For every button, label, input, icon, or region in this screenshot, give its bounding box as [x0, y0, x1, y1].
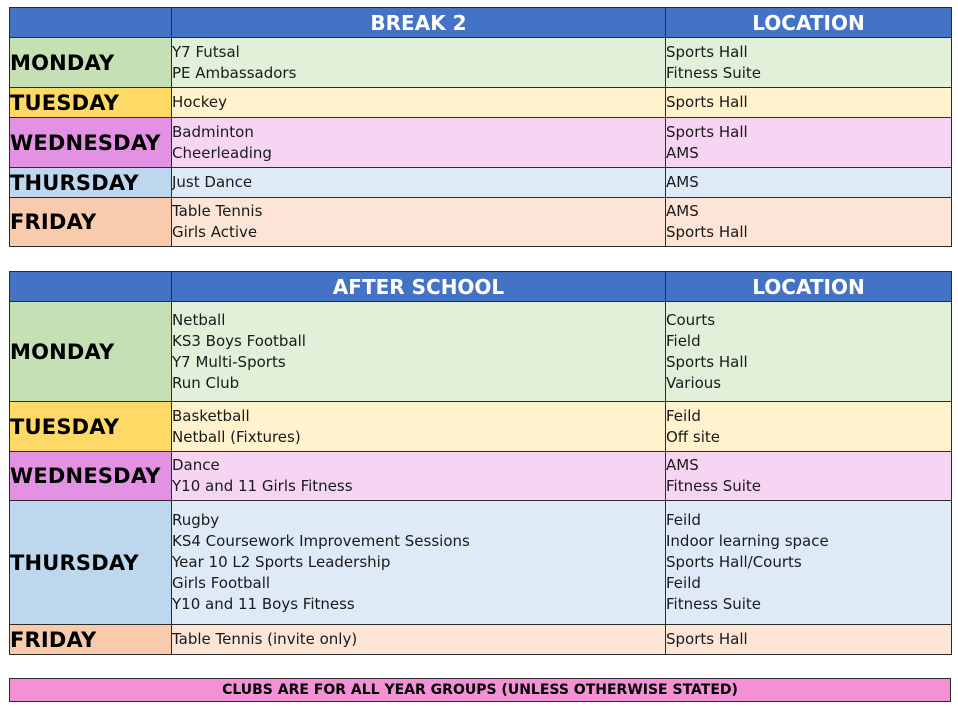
break2-row-tuesday — [10, 88, 952, 118]
activity: Year 10 L2 Sports Leadership — [172, 553, 391, 571]
location: AMS — [666, 202, 699, 220]
day-label: THURSDAY — [10, 501, 172, 625]
break2-row-friday — [10, 198, 952, 247]
day-label: WEDNESDAY — [10, 452, 172, 501]
location: Sports Hall — [666, 42, 748, 61]
day-label: MONDAY — [10, 38, 172, 88]
header-corner — [10, 272, 172, 302]
after-school-row-tuesday — [10, 402, 952, 452]
location-cell — [666, 88, 952, 118]
activity: KS3 Boys Football — [172, 331, 306, 350]
break2-row-monday — [10, 38, 952, 88]
location: Feild — [666, 511, 701, 529]
activity: Y10 and 11 Boys Fitness — [172, 595, 355, 613]
break2-activity-header: BREAK 2 — [172, 8, 666, 38]
day-label: TUESDAY — [10, 88, 172, 118]
activity: Dance — [172, 456, 220, 474]
location: AMS — [666, 173, 699, 191]
day-label: FRIDAY — [10, 625, 172, 655]
activity: Table Tennis — [172, 202, 263, 220]
location: Indoor learning space — [666, 532, 829, 550]
break2-row-thursday — [10, 168, 952, 198]
activity-cell — [172, 168, 666, 198]
location: Sports Hall — [666, 93, 748, 111]
location: AMS — [666, 143, 699, 162]
activity: Netball — [172, 310, 226, 329]
location: Sports Hall — [666, 223, 748, 241]
location: Fitness Suite — [666, 477, 762, 495]
location: Feild — [666, 406, 701, 425]
location: Field — [666, 331, 701, 350]
after-school-activity-header: AFTER SCHOOL — [172, 272, 666, 302]
location-cell — [666, 38, 952, 88]
location: Fitness Suite — [666, 63, 762, 82]
location: Sports Hall/Courts — [666, 553, 802, 571]
location: Sports Hall — [666, 630, 748, 648]
activity-cell — [172, 118, 666, 168]
activity: PE Ambassadors — [172, 63, 297, 82]
after-school-row-wednesday — [10, 452, 952, 501]
after-school-location-header: LOCATION — [666, 272, 952, 302]
after-school-row-monday — [10, 302, 952, 402]
location-cell — [666, 501, 952, 625]
footer-note: CLUBS ARE FOR ALL YEAR GROUPS (UNLESS OTHERWISE STATED) — [9, 678, 951, 702]
location-cell — [666, 452, 952, 501]
activity-cell — [172, 625, 666, 655]
day-label: THURSDAY — [10, 168, 172, 198]
activity: Rugby — [172, 511, 220, 529]
after-school-table — [9, 271, 952, 655]
break2-location-header: LOCATION — [666, 8, 952, 38]
location-cell — [666, 402, 952, 452]
activity: Girls Active — [172, 223, 258, 241]
after-school-header-row — [10, 272, 952, 302]
activity-cell — [172, 38, 666, 88]
activity: Cheerleading — [172, 143, 272, 162]
activity-cell — [172, 302, 666, 402]
location-cell — [666, 118, 952, 168]
day-label: FRIDAY — [10, 198, 172, 247]
location-cell — [666, 302, 952, 402]
activity: Girls Football — [172, 574, 271, 592]
activity-cell — [172, 88, 666, 118]
location: Sports Hall — [666, 352, 748, 371]
activity: Y7 Multi-Sports — [172, 352, 286, 371]
day-label: TUESDAY — [10, 402, 172, 452]
activity: Netball (Fixtures) — [172, 427, 301, 446]
location-cell — [666, 198, 952, 247]
location: Sports Hall — [666, 122, 748, 141]
after-school-row-thursday — [10, 501, 952, 625]
activity-cell — [172, 402, 666, 452]
location: Courts — [666, 310, 716, 329]
header-corner — [10, 8, 172, 38]
activity: KS4 Coursework Improvement Sessions — [172, 532, 470, 550]
day-label: MONDAY — [10, 302, 172, 402]
activity: Y10 and 11 Girls Fitness — [172, 477, 353, 495]
activity-cell — [172, 198, 666, 247]
activity: Basketball — [172, 406, 250, 425]
break2-table — [9, 7, 952, 247]
activity: Y7 Futsal — [172, 42, 240, 61]
activity: Badminton — [172, 122, 254, 141]
location: Various — [666, 373, 722, 392]
activity: Hockey — [172, 93, 227, 111]
location: Feild — [666, 574, 701, 592]
activity: Table Tennis (invite only) — [172, 630, 358, 648]
location-cell — [666, 168, 952, 198]
activity: Just Dance — [172, 173, 253, 191]
location: AMS — [666, 456, 699, 474]
after-school-row-friday — [10, 625, 952, 655]
location: Off site — [666, 427, 721, 446]
location-cell — [666, 625, 952, 655]
break2-row-wednesday — [10, 118, 952, 168]
break2-header-row — [10, 8, 952, 38]
day-label: WEDNESDAY — [10, 118, 172, 168]
activity: Run Club — [172, 373, 240, 392]
activity-cell — [172, 501, 666, 625]
location: Fitness Suite — [666, 595, 762, 613]
activity-cell — [172, 452, 666, 501]
